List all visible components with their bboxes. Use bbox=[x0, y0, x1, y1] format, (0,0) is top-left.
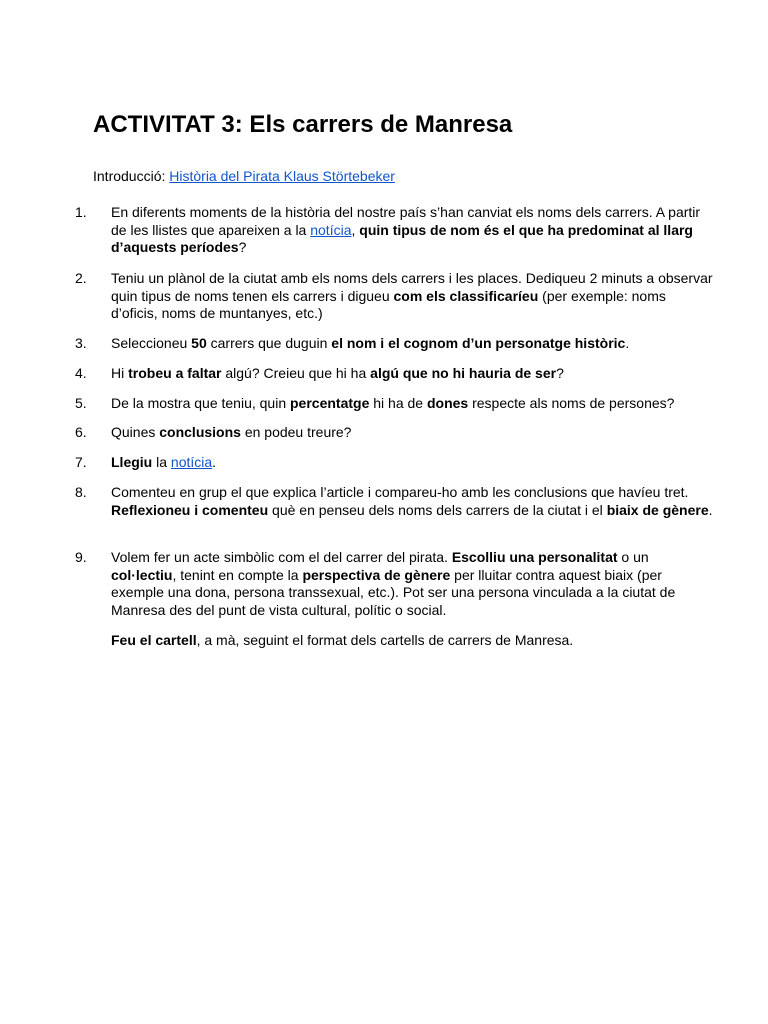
list-item-number: 2. bbox=[75, 270, 87, 286]
body-text: Seleccioneu bbox=[111, 335, 192, 351]
body-text: què en penseu dels noms dels carrers de la ciutat i el bbox=[268, 501, 607, 518]
noticia-link[interactable]: notícia bbox=[310, 221, 352, 238]
list-item-text bbox=[111, 484, 716, 519]
body-text: ? bbox=[238, 239, 247, 255]
bold-text: Reflexioneu i comenteu bbox=[111, 501, 269, 518]
body-text: Teniu un plànol de la ciutat amb els noms dels carrers i les places. Dediqueu 2 minuts a observar quin tipus de noms tenen els carrers i digueu bbox=[111, 270, 713, 304]
list-item-number: 1. bbox=[75, 204, 87, 220]
final-paragraph bbox=[111, 632, 716, 650]
body-text: per lluitar contra aquest biaix (per exemple una dona, persona transsexual, etc.). Pot ser una persona vinculada a la ciutat de Manresa des del punt de vista cultural, polític o social. bbox=[111, 566, 676, 618]
bold-text: Escolliu una personalitat bbox=[451, 549, 618, 565]
list-item-number: 4. bbox=[75, 365, 87, 381]
intro-label: Introducció: bbox=[93, 168, 170, 184]
body-text: Hi bbox=[111, 365, 129, 381]
body-text: . bbox=[708, 501, 713, 518]
body-text: o un bbox=[617, 549, 649, 565]
bold-text: algú que no hi hauria de ser bbox=[370, 365, 557, 381]
noticia-link[interactable]: notícia bbox=[170, 454, 213, 470]
list-item-number: 8. bbox=[75, 484, 87, 500]
bold-text: Llegiu bbox=[111, 454, 153, 470]
list-item-text bbox=[111, 365, 716, 383]
list-item-text bbox=[111, 454, 716, 472]
body-text: Volem fer un acte simbòlic com el del carrer del pirata. bbox=[111, 549, 452, 565]
bold-text: perspectiva de gènere bbox=[302, 566, 451, 583]
body-text: respecte als noms de persones? bbox=[468, 395, 675, 411]
body-text: Comenteu en grup el que explica l’article i compareu-ho amb les conclusions que havíeu tret. bbox=[111, 484, 689, 500]
list-item-number: 7. bbox=[75, 454, 87, 470]
body-text: la bbox=[152, 454, 171, 470]
body-text: en podeu treure? bbox=[240, 424, 352, 440]
intro-link[interactable]: Història del Pirata Klaus Störtebeker bbox=[169, 168, 395, 184]
list-item-text bbox=[111, 395, 716, 413]
bold-text: dones bbox=[426, 395, 469, 411]
body-text: En diferents moments de la història del nostre país s’han canviat els noms dels carrers. A partir de les llistes que apareixen a la bbox=[111, 204, 701, 238]
bold-text: conclusions bbox=[159, 424, 241, 440]
body-text: (per exemple: noms d’oficis, noms de muntanyes, etc.) bbox=[111, 287, 666, 321]
list-item-text bbox=[111, 424, 716, 442]
list-item-text bbox=[111, 549, 716, 619]
body-text: hi ha de bbox=[369, 395, 427, 411]
body-text: ? bbox=[556, 365, 564, 381]
intro-line bbox=[93, 167, 395, 185]
bold-text: col·lectiu bbox=[111, 566, 173, 583]
list-item-number: 5. bbox=[75, 395, 87, 411]
body-text: , a mà, seguint el format dels cartells de carrers de Manresa. bbox=[196, 632, 574, 648]
bold-text: percentatge bbox=[290, 395, 370, 411]
body-text: . bbox=[212, 454, 217, 470]
bold-text: 50 bbox=[191, 335, 207, 351]
list-item-number: 3. bbox=[75, 335, 87, 351]
list-item-text bbox=[111, 335, 716, 353]
list-item-number: 6. bbox=[75, 424, 87, 440]
body-text: algú? Creieu que hi ha bbox=[221, 365, 371, 381]
list-item-number: 9. bbox=[75, 549, 87, 565]
body-text: , tenint en compte la bbox=[172, 566, 303, 583]
page-title: ACTIVITAT 3: Els carrers de Manresa bbox=[93, 111, 513, 138]
body-text: De la mostra que teniu, quin bbox=[111, 395, 290, 411]
bold-text: Feu el cartell bbox=[111, 632, 197, 648]
body-text: , bbox=[351, 221, 360, 238]
list-item-text bbox=[111, 270, 716, 323]
bold-text: com els classificaríeu bbox=[393, 287, 539, 304]
bold-text: quin tipus de nom és el que ha predominat al llarg d’aquests períodes bbox=[111, 221, 693, 255]
body-text: Quines bbox=[111, 424, 160, 440]
list-item-text bbox=[111, 204, 716, 257]
bold-text: el nom i el cognom d’un personatge històric bbox=[331, 335, 626, 351]
body-text: . bbox=[625, 335, 630, 351]
bold-text: biaix de gènere bbox=[606, 501, 709, 518]
bold-text: trobeu a faltar bbox=[128, 365, 222, 381]
body-text: carrers que duguin bbox=[206, 335, 332, 351]
